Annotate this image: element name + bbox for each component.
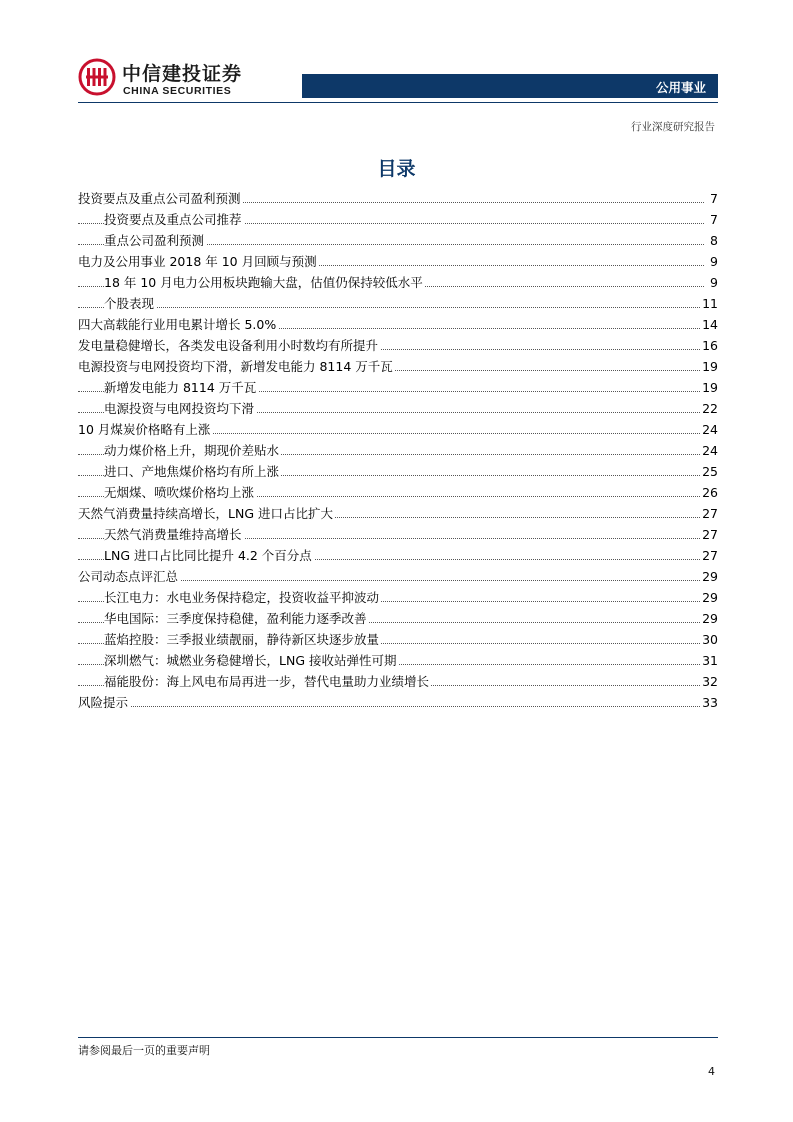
toc-entry[interactable] [78,587,718,608]
toc-entry[interactable] [78,545,718,566]
toc-entry[interactable] [78,356,718,377]
toc-leader-dots [78,307,704,308]
toc-entry-page[interactable]: 27 [700,545,718,566]
toc-entry-title[interactable]: 电源投资与电网投资均下滑，新增发电能力 8114 万千瓦 [78,359,393,374]
toc-entry[interactable] [78,629,718,650]
toc-entry-page[interactable]: 32 [700,671,718,692]
footer-divider [78,1037,718,1038]
logo-chinese-name: 中信建投证券 [122,63,243,85]
toc-entry-title[interactable]: 深圳燃气：城燃业务稳健增长，LNG 接收站弹性可期 [104,653,397,668]
toc-entry-page[interactable]: 30 [700,629,718,650]
toc-entry-page[interactable]: 25 [700,461,718,482]
toc-entry-page[interactable]: 11 [700,293,718,314]
toc-entry-title[interactable]: 18 年 10 月电力公用板块跑输大盘，估值仍保持较低水平 [104,275,423,290]
toc-entry-page[interactable]: 31 [700,650,718,671]
toc-entry-page[interactable]: 7 [708,188,718,209]
toc-entry[interactable] [78,209,718,230]
toc-entry[interactable] [78,251,718,272]
toc-entry-page[interactable]: 29 [700,566,718,587]
disclaimer-text: 请参阅最后一页的重要声明 [78,1044,210,1057]
toc-entry[interactable] [78,482,718,503]
toc-entry-page[interactable]: 16 [700,335,718,356]
header-divider [78,102,718,103]
toc-entry[interactable] [78,671,718,692]
toc-entry-page[interactable]: 24 [700,419,718,440]
toc-title: 目录 [377,158,416,180]
toc-entry-page[interactable]: 22 [700,398,718,419]
toc-entry-page[interactable]: 14 [700,314,718,335]
toc-entry-page[interactable]: 27 [700,524,718,545]
toc-entry[interactable] [78,650,718,671]
toc-entry-title[interactable]: 蓝焰控股：三季报业绩靓丽，静待新区块逐步放量 [104,632,380,647]
toc-entry[interactable] [78,608,718,629]
toc-entry-page[interactable]: 19 [700,356,718,377]
toc-entry-title[interactable]: 四大高载能行业用电累计增长 5.0% [78,317,277,332]
toc-entry-title[interactable]: 进口、产地焦煤价格均有所上涨 [104,464,280,479]
toc-entry-title[interactable]: 个股表现 [104,296,155,311]
logo-english-name: CHINA SECURITIES [123,85,232,97]
toc-entry[interactable] [78,230,718,251]
toc-entry[interactable] [78,524,718,545]
toc-entry[interactable] [78,293,718,314]
toc-entry-page[interactable]: 27 [700,503,718,524]
toc-entry-title[interactable]: 发电量稳健增长，各类发电设备利用小时数均有所提升 [78,338,379,353]
toc-entry-title[interactable]: 动力煤价格上升，期现价差贴水 [104,443,280,458]
toc-entry-title[interactable]: 投资要点及重点公司推荐 [104,212,242,227]
toc-entry-page[interactable]: 8 [708,230,718,251]
toc-entry[interactable] [78,692,718,713]
page-number: 4 [708,1065,715,1078]
toc-entry[interactable] [78,335,718,356]
toc-entry-title[interactable]: 重点公司盈利预测 [104,233,205,248]
toc-entry-page[interactable]: 7 [708,209,718,230]
toc-entry[interactable] [78,419,718,440]
toc-entry-title[interactable]: 电源投资与电网投资均下滑 [104,401,255,416]
toc-entry-title[interactable]: 福能股份：海上风电布局再进一步，替代电量助力业绩增长 [104,674,430,689]
toc-entry-title[interactable]: 新增发电能力 8114 万千瓦 [104,380,257,395]
toc-entry[interactable] [78,398,718,419]
toc-entry-page[interactable]: 26 [700,482,718,503]
toc-entry-page[interactable]: 19 [700,377,718,398]
toc-entry-title[interactable]: 长江电力：水电业务保持稳定，投资收益平抑波动 [104,590,380,605]
toc-entry-title[interactable]: 华电国际：三季度保持稳健，盈利能力逐季改善 [104,611,367,626]
toc-entry-page[interactable]: 9 [708,251,718,272]
toc-leader-dots [78,706,704,707]
toc-entry[interactable] [78,503,718,524]
section-header-bar [302,74,718,98]
toc-entry-title[interactable]: 10 月煤炭价格略有上涨 [78,422,211,437]
toc-entry[interactable] [78,566,718,587]
toc-entry-page[interactable]: 29 [700,587,718,608]
toc-entry-page[interactable]: 9 [708,272,718,293]
toc-entry-page[interactable]: 24 [700,440,718,461]
toc-entry[interactable] [78,461,718,482]
toc-entry[interactable] [78,314,718,335]
toc-entry-title[interactable]: 风险提示 [78,695,129,710]
table-of-contents [78,188,718,713]
citic-logo-icon [78,58,116,96]
toc-entry-title[interactable]: 天然气消费量持续高增长，LNG 进口占比扩大 [78,506,333,521]
toc-entry[interactable] [78,377,718,398]
toc-entry-title[interactable]: 投资要点及重点公司盈利预测 [78,191,241,206]
toc-entry-title[interactable]: LNG 进口占比同比提升 4.2 个百分点 [104,548,312,563]
toc-entry[interactable] [78,272,718,293]
toc-entry-page[interactable]: 33 [700,692,718,713]
toc-entry-page[interactable]: 29 [700,608,718,629]
toc-entry[interactable] [78,188,718,209]
toc-entry[interactable] [78,440,718,461]
section-label: 公用事业 [655,80,706,95]
toc-entry-title[interactable]: 天然气消费量维持高增长 [104,527,242,542]
report-type: 行业深度研究报告 [631,121,715,133]
toc-entry-title[interactable]: 公司动态点评汇总 [78,569,179,584]
toc-entry-title[interactable]: 电力及公用事业 2018 年 10 月回顾与预测 [78,254,317,269]
company-logo [78,58,248,102]
toc-entry-title[interactable]: 无烟煤、喷吹煤价格均上涨 [104,485,255,500]
